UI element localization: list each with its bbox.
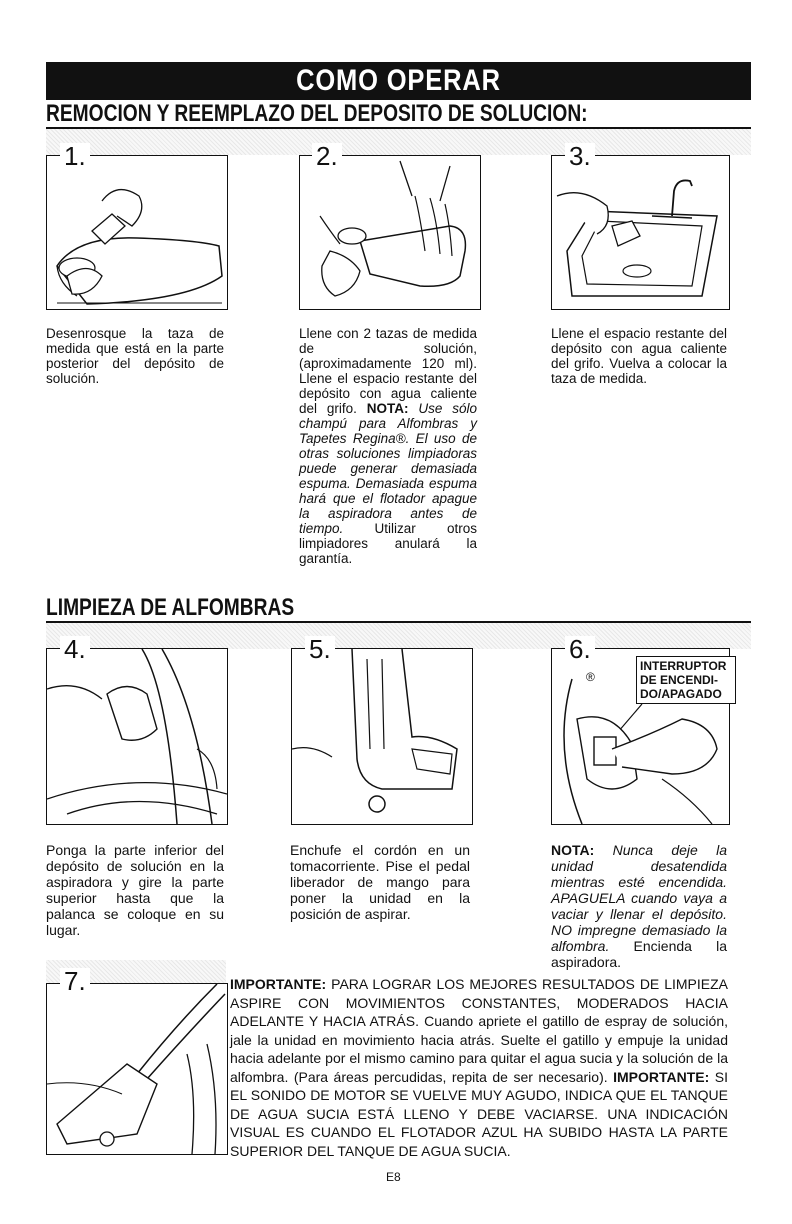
step-number: 1. bbox=[60, 143, 90, 169]
step-5-caption: Enchufe el cordón en un tomacorriente. Pise el pedal liberador de mango para poner la unidad en la posición de aspirar. bbox=[290, 842, 470, 922]
step-3-caption: Llene el espacio restante del depósito con agua caliente del grifo. Vuelva a colocar la taza de medida. bbox=[551, 326, 727, 386]
step-number: 3. bbox=[565, 143, 595, 169]
shaded-band-2 bbox=[46, 623, 751, 649]
step-7-illustration bbox=[46, 983, 228, 1155]
step-number: 7. bbox=[60, 968, 90, 994]
step-1-illustration bbox=[46, 155, 228, 310]
step-2-caption bbox=[299, 326, 477, 566]
important-paragraph bbox=[230, 975, 728, 1160]
step-number: 5. bbox=[305, 636, 335, 662]
important-text-2: SI EL SONIDO DE MOTOR SE VUELVE MUY AGUDO, INDICA QUE EL TANQUE DE AGUA SUCIA ESTÁ LLENO Y DEBE VACIARSE. UNA INDICACIÓN VISUAL ES CUANDO EL FLOTADOR AZUL HA SUBIDO HASTA LA PARTE SUPERIOR DEL TANQUE DE AGUA SUCIA. bbox=[230, 1068, 729, 1159]
registered-mark: ® bbox=[586, 670, 595, 684]
step-number: 4. bbox=[60, 636, 90, 662]
step-4-caption: Ponga la parte inferior del depósito de solución en la aspiradora y gire la parte superior hasta que la palanca se coloque en su lugar. bbox=[46, 842, 224, 938]
nota-text: Use sólo champú para Alfombras y Tapetes Regina®. El uso de otras soluciones limpiadoras puede generar demasiada espuma. Demasiada espuma hará que el flotador apague la aspiradora antes de tiempo. bbox=[299, 401, 477, 536]
step-6-caption bbox=[551, 842, 727, 970]
step-3-illustration bbox=[551, 155, 730, 310]
nota-tail: Utilizar otros limpiadores anulará la garantía. bbox=[299, 521, 477, 566]
step-number: 2. bbox=[312, 143, 342, 169]
step-4-illustration bbox=[46, 648, 228, 825]
switch-callout: INTERRUPTOR DE ENCENDI- DO/APAGADO bbox=[636, 656, 736, 704]
step-5-illustration bbox=[291, 648, 473, 825]
section-heading-removal: REMOCION Y REEMPLAZO DEL DEPOSITO DE SOLUCION: bbox=[46, 100, 588, 127]
step-2-illustration bbox=[299, 155, 481, 310]
step-2-text: Llene con 2 tazas de medida de solución, (aproximadamente 120 ml). Llene el espacio restante del depósito con agua caliente del grifo. bbox=[299, 326, 477, 416]
important-label: IMPORTANTE: bbox=[613, 1068, 710, 1085]
section-heading-carpet: LIMPIEZA DE ALFOMBRAS bbox=[46, 594, 295, 621]
shaded-band-1 bbox=[46, 129, 751, 155]
step-number: 6. bbox=[565, 636, 595, 662]
page-banner: COMO OPERAR bbox=[46, 62, 751, 100]
important-label: IMPORTANTE: bbox=[230, 976, 327, 992]
important-text-1: PARA LOGRAR LOS MEJORES RESULTADOS DE LIMPIEZA ASPIRE CON MOVIMIENTOS CONSTANTES, MODERADOS HACIA ADELANTE Y HACIA ATRÁS. Cuando apriete el gatillo de espray de solución, jale la unidad en movimiento hacia atrás. Suelte el gatillo y empuje la unidad hacia adelante por el mismo camino para quitar el agua sucia y la solución de la alfombra. (Para áreas percudidas, repita de ser necesario). bbox=[230, 976, 728, 1085]
nota-label: NOTA: bbox=[366, 401, 409, 416]
step-1-caption: Desenrosque la taza de medida que está en la parte posterior del depósito de solución. bbox=[46, 326, 224, 386]
nota-tail: Encienda la aspiradora. bbox=[551, 938, 728, 970]
nota-text: Nunca deje la unidad desatendida mientras esté encendida. APAGUELA cuando vaya a vaciar y llenar el depósito. NO impregne demasiado la alfombra. bbox=[551, 842, 727, 954]
nota-label: NOTA: bbox=[551, 842, 595, 858]
page-number: E8 bbox=[386, 1170, 401, 1184]
